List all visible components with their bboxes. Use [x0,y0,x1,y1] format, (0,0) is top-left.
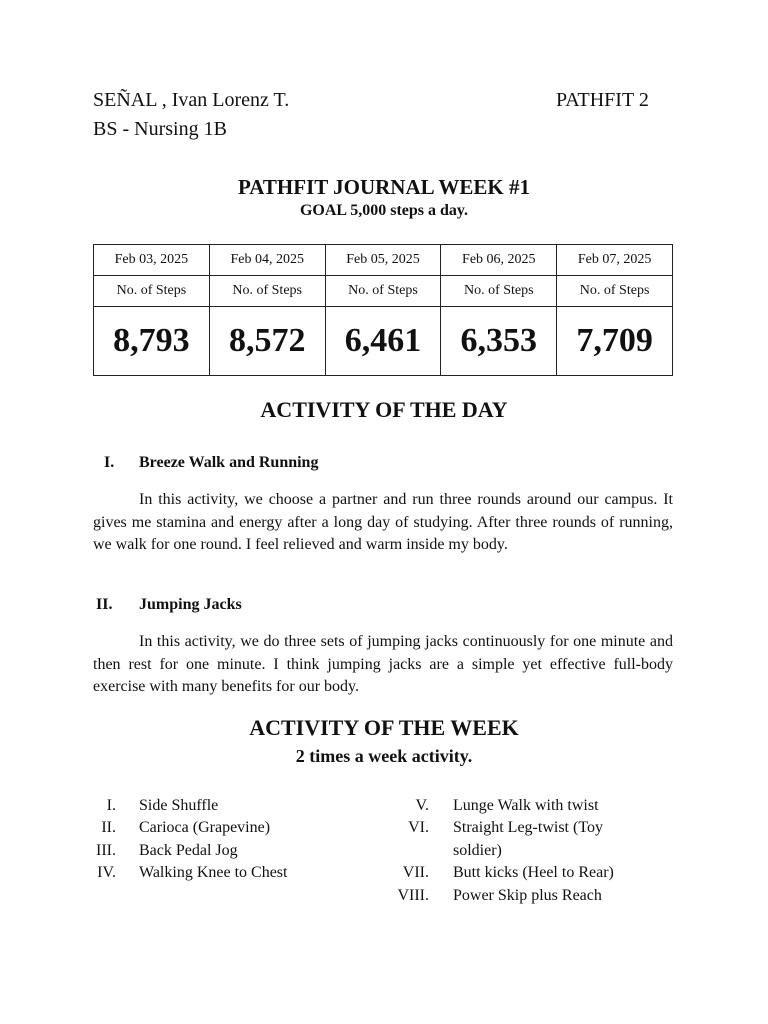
list-item: Lunge Walk with twist [453,797,599,814]
steps-value-cell: 8,793 [94,307,210,376]
list-item: Walking Knee to Chest [139,864,288,881]
subject-name: PATHFIT 2 [556,89,649,111]
activity-week-title: ACTIVITY OF THE WEEK [249,715,519,740]
section-paragraph: In this activity, we do three sets of jumping jacks continuously for one minute and then rest for one minute. I think jumping jacks are a simple yet effective full-body exercise with many benefits for our body. [93,633,673,695]
activity-day-title: ACTIVITY OF THE DAY [260,397,508,422]
steps-value-cell: 7,709 [557,307,673,376]
date-cell: Feb 04, 2025 [209,245,325,276]
course-name: BS - Nursing 1B [93,118,227,140]
list-numeral: VIII. [397,887,429,904]
section-heading: Breeze Walk and Running [139,454,319,471]
list-numeral: I. [106,797,116,814]
list-numeral: V. [415,797,429,814]
section-numeral: I. [104,454,115,471]
steps-value-cell: 6,353 [441,307,557,376]
list-numeral: II. [101,819,116,836]
steps-label-cell: No. of Steps [441,276,557,307]
steps-value-cell: 8,572 [209,307,325,376]
list-numeral: III. [96,842,116,859]
date-cell: Feb 03, 2025 [94,245,210,276]
list-item: Side Shuffle [139,797,219,814]
steps-label-cell: No. of Steps [94,276,210,307]
journal-goal: GOAL 5,000 steps a day. [299,202,469,219]
section-heading: Jumping Jacks [139,596,242,613]
journal-title: PATHFIT JOURNAL WEEK #1 [238,175,530,199]
steps-label-cell: No. of Steps [557,276,673,307]
list-item: Butt kicks (Heel to Rear) [453,864,614,881]
date-cell: Feb 07, 2025 [557,245,673,276]
list-numeral: VI. [408,819,429,836]
section-numeral: II. [96,596,113,613]
list-numeral: IV. [97,864,116,881]
list-item: Carioca (Grapevine) [139,819,271,836]
section-paragraph: In this activity, we choose a partner and run three rounds around our campus. It gives me stamina and energy after a long day of studying. After three rounds of running, we walk for one round. I feel relieved and warm inside my body. [93,491,673,553]
steps-label-cell: No. of Steps [325,276,441,307]
steps-value-cell: 6,461 [325,307,441,376]
list-numeral: VII. [402,864,429,881]
date-cell: Feb 06, 2025 [441,245,557,276]
list-item: Power Skip plus Reach [453,887,602,904]
student-name: SEÑAL , Ivan Lorenz T. [93,89,290,111]
steps-table [93,244,673,376]
activity-week-subtitle: 2 times a week activity. [295,746,473,766]
list-item: Back Pedal Jog [139,842,238,859]
steps-label-cell: No. of Steps [209,276,325,307]
date-cell: Feb 05, 2025 [325,245,441,276]
list-item: Straight Leg-twist (Toy soldier) [453,819,603,859]
